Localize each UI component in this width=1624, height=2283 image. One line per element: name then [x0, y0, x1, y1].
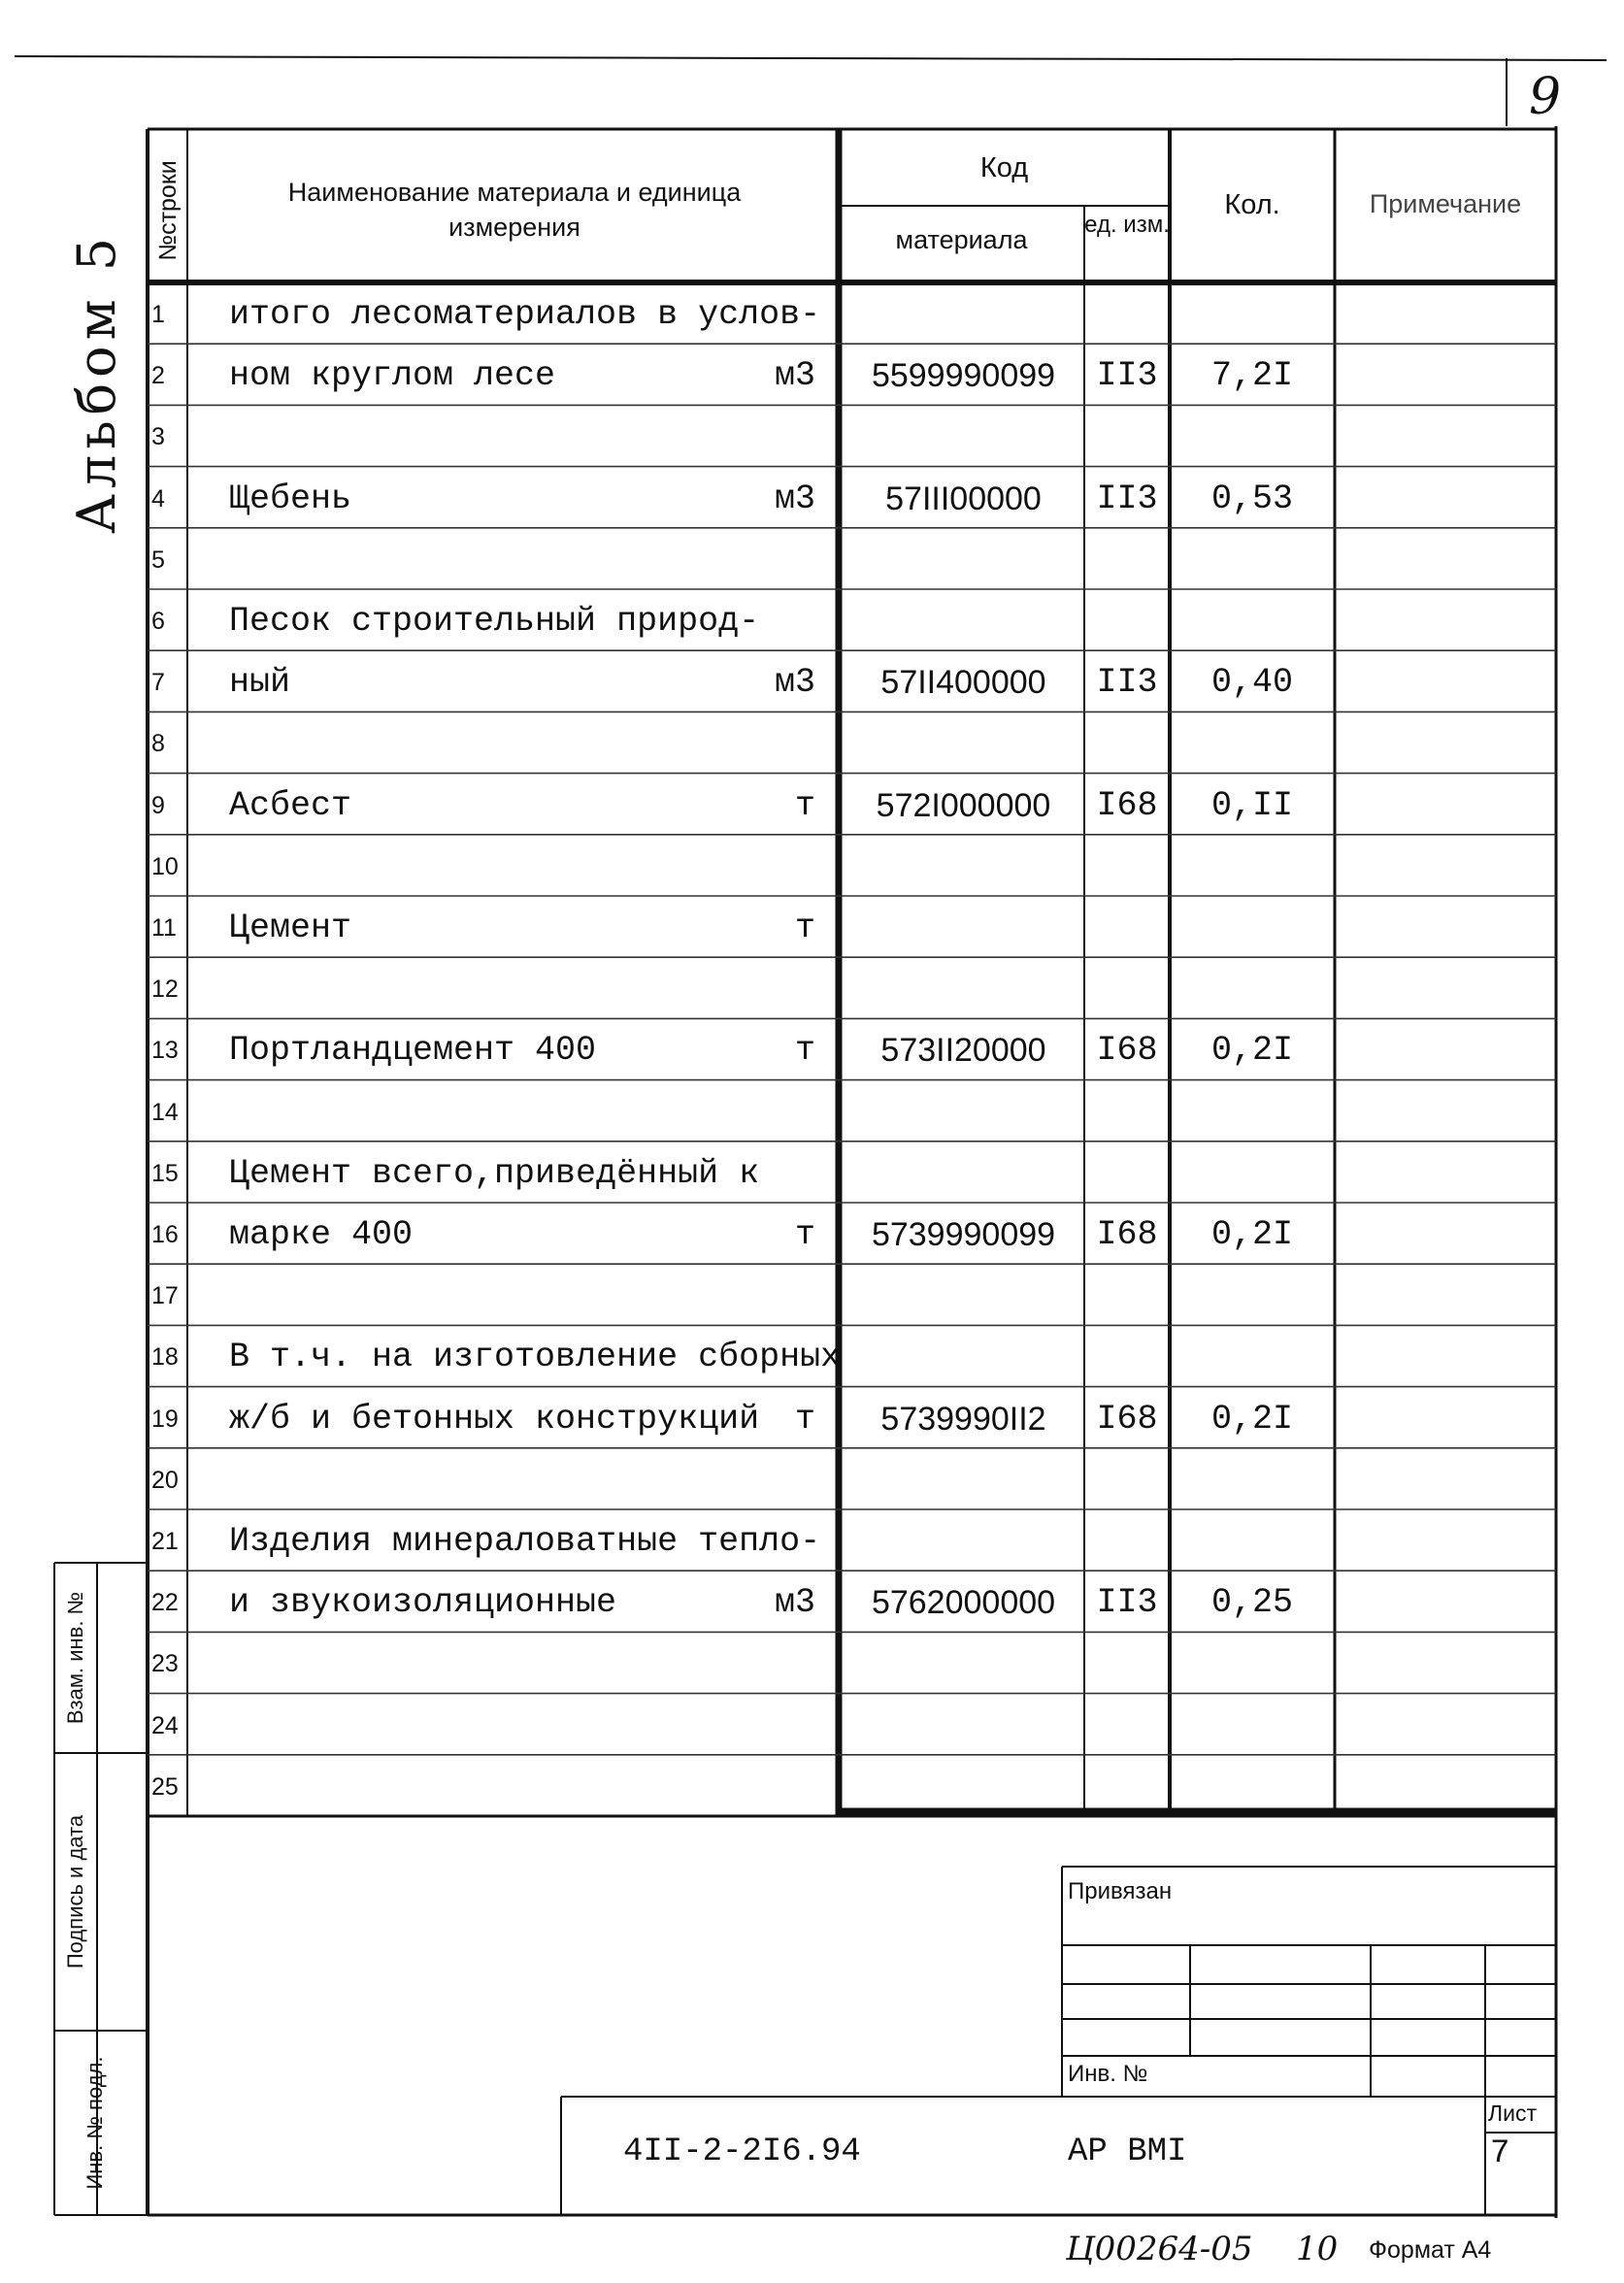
handwritten-number: 10: [1296, 2230, 1339, 2268]
material-name: [229, 1755, 831, 1816]
material-code: [845, 1080, 1082, 1142]
document-code: 4II-2-2I6.94: [623, 2134, 861, 2170]
material-code: [845, 1448, 1082, 1509]
quantity: [1170, 1142, 1335, 1203]
material-name: Изделия минераловатные тепло-: [229, 1522, 821, 1561]
table-row: [0, 1080, 1624, 1142]
table-row: [0, 467, 1624, 528]
quantity: [1170, 835, 1335, 896]
unit-code: [1084, 1448, 1170, 1509]
row-number: 10: [151, 852, 179, 880]
header-unit-code: ед. изм.: [1084, 212, 1170, 238]
material-code: 5739990II2: [880, 1400, 1046, 1438]
material-code: [845, 1694, 1082, 1755]
table-row: [0, 1755, 1624, 1816]
quantity: [1170, 405, 1335, 466]
table-row: [0, 1632, 1624, 1693]
row-number: 15: [151, 1159, 179, 1187]
unit-code: [1084, 1694, 1170, 1755]
unit-code: II3: [1096, 1583, 1158, 1623]
material-code: 57III00000: [885, 480, 1042, 517]
unit-code: [1084, 405, 1170, 466]
header-material-code: материала: [895, 225, 1028, 254]
unit-code: I68: [1096, 1399, 1158, 1439]
document-mark: АР ВМI: [1068, 2134, 1187, 2170]
material-name: [229, 528, 831, 589]
row-number: 19: [151, 1405, 179, 1433]
unit-label: [747, 1080, 815, 1142]
material-code: [845, 282, 1082, 344]
unit-code: II3: [1096, 356, 1158, 396]
row-number: 6: [151, 608, 165, 635]
material-name: [229, 711, 831, 773]
material-code: [845, 1142, 1082, 1203]
material-name: [229, 1080, 831, 1142]
quantity: [1170, 957, 1335, 1018]
unit-label: [747, 1264, 815, 1325]
unit-label: [747, 1509, 815, 1571]
material-name: и звукоизоляционные: [229, 1583, 617, 1623]
handwritten-code: Ц00264-05: [1066, 2230, 1253, 2268]
material-name: ном круглом лесе: [229, 356, 556, 396]
table-row: [0, 1018, 1624, 1079]
quantity: [1170, 589, 1335, 650]
unit-label: т: [794, 1031, 815, 1071]
table-row: [0, 282, 1624, 344]
quantity: [1170, 1694, 1335, 1755]
material-name: [229, 405, 831, 466]
material-code: [845, 1755, 1082, 1816]
unit-label: т: [794, 909, 815, 947]
unit-label: м3: [774, 356, 815, 396]
header-note: Примечание: [1369, 189, 1522, 218]
row-number: 20: [151, 1466, 179, 1494]
unit-label: [747, 1142, 815, 1203]
material-name: итого лесоматериалов в услов-: [229, 295, 821, 334]
stamp-signature-date: Подпись и дата: [63, 1814, 87, 1969]
row-number: 7: [151, 669, 165, 697]
material-code: [845, 405, 1082, 466]
quantity: [1170, 1325, 1335, 1386]
quantity: [1170, 1448, 1335, 1509]
quantity: [1170, 896, 1335, 957]
row-number: 13: [151, 1037, 179, 1065]
table-row: [0, 650, 1624, 711]
material-code: [845, 1264, 1082, 1325]
material-name: [229, 1632, 831, 1693]
unit-code: [1084, 282, 1170, 344]
row-number: 5: [151, 546, 165, 574]
table-row: [0, 835, 1624, 896]
unit-label: т: [794, 785, 815, 825]
quantity: [1170, 1632, 1335, 1693]
material-code: 572I000000: [876, 786, 1051, 824]
row-number: 25: [151, 1772, 179, 1801]
quantity: [1170, 1509, 1335, 1571]
row-number: 24: [151, 1711, 179, 1739]
material-code: [845, 1632, 1082, 1693]
quantity: [1170, 1264, 1335, 1325]
row-number: 3: [151, 423, 165, 451]
unit-code: [1084, 1080, 1170, 1142]
quantity: [1170, 528, 1335, 589]
unit-label: [747, 589, 815, 650]
material-code: 573II20000: [880, 1032, 1046, 1070]
row-number: 11: [151, 914, 177, 942]
unit-code: [1084, 1325, 1170, 1386]
unit-label: т: [794, 1399, 815, 1439]
unit-code: I68: [1096, 1215, 1158, 1254]
row-number: 2: [151, 362, 165, 390]
row-number: 8: [151, 730, 165, 758]
header-row-number: №строки: [154, 160, 182, 261]
material-code: [845, 957, 1082, 1018]
stamp-inv-replacement: Взам. инв. №: [63, 1591, 87, 1725]
row-number: 9: [151, 791, 165, 819]
format-label: Формат А4: [1369, 2236, 1492, 2264]
material-name: [229, 835, 831, 896]
unit-code: [1084, 589, 1170, 650]
material-name: Цемент: [229, 909, 352, 947]
material-name: марке 400: [229, 1215, 414, 1254]
material-name: Портландцемент 400: [229, 1031, 597, 1071]
material-name: [229, 1264, 831, 1325]
quantity: 0,53: [1210, 479, 1293, 518]
table-row: [0, 589, 1624, 650]
unit-code: [1084, 835, 1170, 896]
material-code: 5739990099: [871, 1216, 1056, 1253]
title-inv-number: Инв. №: [1068, 2061, 1148, 2087]
material-code: [845, 896, 1082, 957]
unit-label: [747, 957, 815, 1018]
row-number: 14: [151, 1098, 179, 1126]
header-quantity: Кол.: [1224, 189, 1280, 220]
unit-label: м3: [774, 1583, 815, 1623]
material-name: Асбест: [229, 785, 352, 825]
row-number: 17: [151, 1282, 179, 1310]
table-row: [0, 1694, 1624, 1755]
table-row: [0, 1264, 1624, 1325]
material-code: 57II400000: [880, 664, 1046, 702]
quantity: 0,2I: [1210, 1031, 1293, 1071]
material-name: Щебень: [229, 479, 352, 518]
quantity: 0,2I: [1210, 1399, 1293, 1439]
table-row: [0, 1325, 1624, 1386]
unit-label: т: [794, 1215, 815, 1254]
unit-label: [747, 1632, 815, 1693]
quantity: [1170, 1755, 1335, 1816]
row-number: 12: [151, 976, 179, 1004]
quantity: 0,2I: [1210, 1215, 1293, 1254]
table-row: [0, 711, 1624, 773]
material-code: [845, 711, 1082, 773]
title-bound: Привязан: [1068, 1878, 1173, 1904]
material-code: [845, 589, 1082, 650]
unit-label: [747, 282, 815, 344]
row-number: 16: [151, 1221, 179, 1248]
table-row: [0, 405, 1624, 466]
table-row: [0, 1509, 1624, 1571]
unit-code: [1084, 528, 1170, 589]
sheet-mark: 9: [1529, 68, 1562, 126]
material-name: Песок строительный природ-: [229, 602, 760, 641]
unit-label: [747, 1448, 815, 1509]
row-number: 21: [151, 1528, 179, 1555]
row-number: 1: [151, 301, 165, 328]
table-row: [0, 896, 1624, 957]
table-row: [0, 774, 1624, 835]
material-code: [845, 1325, 1082, 1386]
table-row: [0, 528, 1624, 589]
unit-code: [1084, 896, 1170, 957]
stamp-inv-original: Инв. № подл.: [83, 2056, 107, 2190]
unit-code: [1084, 1509, 1170, 1571]
unit-code: [1084, 1264, 1170, 1325]
unit-label: [747, 528, 815, 589]
unit-label: м3: [774, 663, 815, 703]
table-row: [0, 344, 1624, 405]
unit-label: м3: [774, 479, 815, 518]
table-row: [0, 1387, 1624, 1448]
unit-code: I68: [1096, 785, 1158, 825]
material-code: [845, 835, 1082, 896]
material-code: [845, 1509, 1082, 1571]
unit-label: [747, 1755, 815, 1816]
material-code: [845, 528, 1082, 589]
material-name: Цемент всего,приведённый к: [229, 1153, 760, 1193]
table-row: [0, 1448, 1624, 1509]
quantity: 0,II: [1210, 785, 1293, 825]
quantity: [1170, 711, 1335, 773]
quantity: 0,40: [1210, 663, 1293, 703]
quantity: 7,2I: [1210, 356, 1293, 396]
unit-code: II3: [1096, 479, 1158, 518]
sheet-number: 7: [1490, 2135, 1510, 2172]
unit-label: [747, 835, 815, 896]
material-name: В т.ч. на изготовление сборных: [229, 1338, 842, 1377]
quantity: [1170, 1080, 1335, 1142]
row-number: 22: [151, 1589, 179, 1617]
unit-code: I68: [1096, 1031, 1158, 1071]
header-material-name: Наименование материала и единица измерения: [287, 178, 742, 242]
material-name: [229, 957, 831, 1018]
unit-code: [1084, 957, 1170, 1018]
quantity: 0,25: [1210, 1583, 1293, 1623]
material-name: ный: [229, 663, 291, 703]
material-code: 5599990099: [871, 357, 1056, 395]
table-row: [0, 957, 1624, 1018]
material-name: [229, 1448, 831, 1509]
unit-code: [1084, 1632, 1170, 1693]
unit-code: [1084, 711, 1170, 773]
material-code: 5762000000: [871, 1584, 1056, 1622]
quantity: [1170, 282, 1335, 344]
unit-code: II3: [1096, 663, 1158, 703]
unit-code: [1084, 1142, 1170, 1203]
table-row: [0, 1142, 1624, 1203]
album-label: Альбом 5: [66, 231, 127, 534]
row-number: 18: [151, 1343, 179, 1372]
unit-label: [747, 711, 815, 773]
table-row: [0, 1571, 1624, 1632]
row-number: 4: [151, 484, 165, 513]
material-name: [229, 1694, 831, 1755]
header-code: Код: [979, 152, 1029, 183]
material-name: ж/б и бетонных конструкций: [229, 1399, 760, 1439]
unit-label: [747, 405, 815, 466]
unit-code: [1084, 1755, 1170, 1816]
sheet-label: Лист: [1488, 2101, 1537, 2126]
unit-label: [747, 1694, 815, 1755]
row-number: 23: [151, 1650, 179, 1678]
table-row: [0, 1203, 1624, 1264]
unit-label: [747, 1325, 815, 1386]
